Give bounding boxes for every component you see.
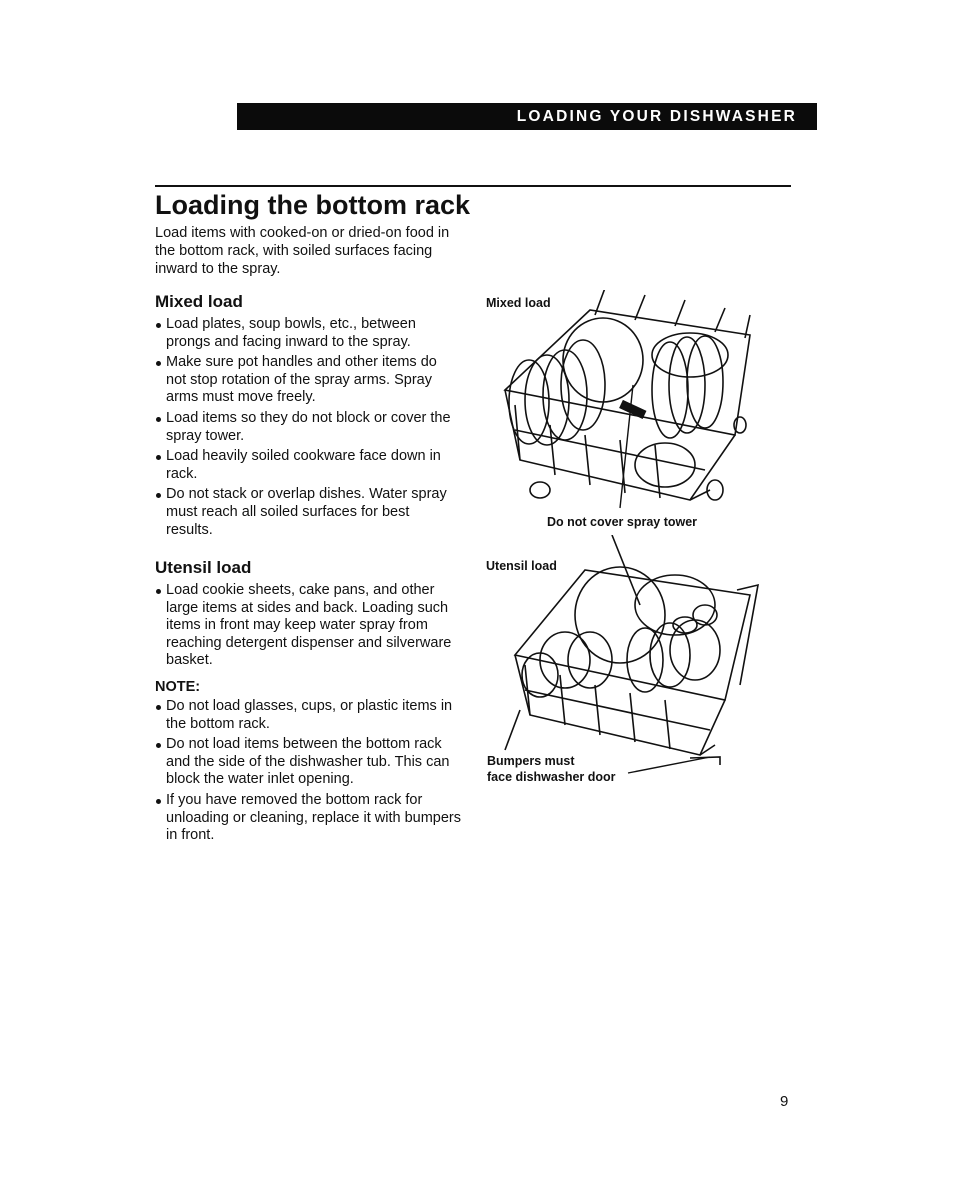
list-item: Load heavily soiled cookware face down in rack. xyxy=(155,448,460,483)
title-rule xyxy=(155,185,791,187)
section-banner xyxy=(237,103,817,130)
mixed-load-caption: Mixed load xyxy=(486,296,551,310)
list-item: Load plates, soup bowls, etc., between prongs and facing inward to the spray. xyxy=(155,316,460,351)
utensil-load-rack-illustration xyxy=(500,535,760,780)
note-heading: NOTE: xyxy=(155,679,201,695)
page-title: Loading the bottom rack xyxy=(155,190,471,220)
intro-paragraph: Load items with cooked-on or dried-on food in the bottom rack, with soiled surfaces facing inward to the spray. xyxy=(155,225,450,277)
utensil-load-caption: Utensil load xyxy=(486,559,557,573)
list-item: Do not stack or overlap dishes. Water spray must reach all soiled surfaces for best results. xyxy=(155,486,460,539)
list-item: Load items so they do not block or cover the spray tower. xyxy=(155,410,460,445)
mixed-load-heading: Mixed load xyxy=(155,292,243,311)
list-item: Do not load items between the bottom rack and the side of the dishwasher tub. This can block the water inlet opening. xyxy=(155,736,467,789)
list-item: If you have removed the bottom rack for unloading or cleaning, replace it with bumpers in front. xyxy=(155,792,467,845)
mixed-load-list xyxy=(155,316,460,542)
utensil-load-list xyxy=(155,582,455,673)
note-list xyxy=(155,698,467,848)
list-item: Do not load glasses, cups, or plastic items in the bottom rack. xyxy=(155,698,467,733)
section-banner-text: LOADING YOUR DISHWASHER xyxy=(516,107,797,125)
mixed-load-rack-illustration xyxy=(495,290,760,515)
list-item: Make sure pot handles and other items do not stop rotation of the spray arms. Spray arms must move freely. xyxy=(155,354,460,407)
bumpers-caption-line1: Bumpers must xyxy=(487,754,575,768)
page-number: 9 xyxy=(780,1093,789,1110)
bumpers-caption-line2: face dishwasher door xyxy=(487,770,616,784)
utensil-load-heading: Utensil load xyxy=(155,558,252,577)
list-item: Load cookie sheets, cake pans, and other large items at sides and back. Loading such items in front may keep water spray from reaching detergent dispenser and silverware basket. xyxy=(155,582,455,670)
spray-tower-caption: Do not cover spray tower xyxy=(547,515,698,529)
